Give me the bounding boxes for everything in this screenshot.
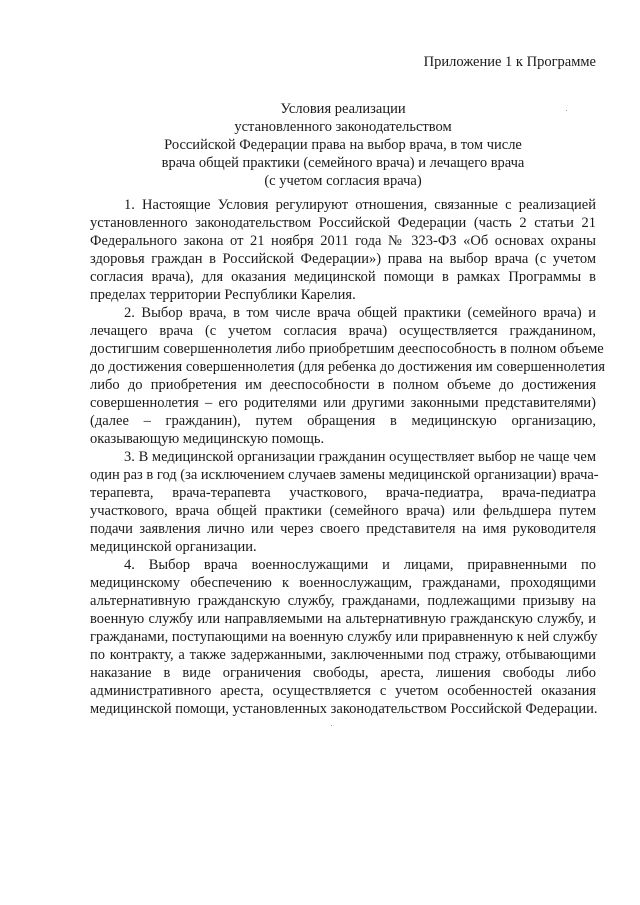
paragraph-line: подачи заявления лично или через своего представителя на имя руководителя [90, 521, 596, 537]
paragraph-line: медицинской помощи, установленных законодательством Российской Федерации. [90, 701, 598, 717]
paragraph-line: Федерального закона от 21 ноября 2011 года № 323-ФЗ «Об основах охраны [90, 233, 596, 249]
paragraph-line: совершеннолетия – его родителями или другими законными представителями) [90, 395, 596, 411]
paragraph-line: достигшим совершеннолетия либо приобретшим дееспособность в полном объеме [90, 341, 604, 357]
title-line: врача общей практики (семейного врача) и лечащего врача [161, 155, 525, 171]
paragraph-4 [90, 556, 596, 718]
paragraph-line: 2. Выбор врача, в том числе врача общей практики (семейного врача) и [124, 305, 596, 321]
paragraph-line: оказывающую медицинскую помощь. [90, 431, 325, 447]
paragraph-line: (далее – гражданин), путем обращения в медицинскую организацию, [90, 413, 596, 429]
appendix-label: Приложение 1 к Программе [423, 54, 596, 70]
paragraph-line: по контракту, а также задержанными, заключенными под стражу, отбывающими [90, 647, 596, 663]
paragraph-line: 3. В медицинской организации гражданин осуществляет выбор не чаще чем [124, 449, 596, 465]
paragraph-line: один раз в год (за исключением случаев замены медицинской организации) врача- [90, 467, 599, 483]
title-line: Условия реализации [280, 101, 406, 117]
paragraph-line: медицинскому обеспечению к военнослужащим, гражданами, проходящими [90, 575, 596, 591]
title-line: Российской Федерации права на выбор врача, в том числе [164, 137, 522, 153]
paragraph-line: согласия врача), для оказания медицинской помощи в рамках Программы в [90, 269, 596, 285]
paragraph-1 [90, 196, 596, 304]
paragraph-line: либо до приобретения им дееспособности в полном объеме до достижения [90, 377, 596, 393]
paragraph-line: здоровья граждан в Российской Федерации») права на выбор врача (с учетом [90, 251, 596, 267]
paragraph-line: административного ареста, осуществляется с учетом особенностей оказания [90, 683, 596, 699]
paragraph-line: установленного законодательством Российской Федерации (часть 2 статьи 21 [90, 215, 596, 231]
document-body [90, 196, 606, 718]
paragraph-line: пределах территории Республики Карелия. [90, 287, 356, 303]
paragraph-line: медицинской организации. [90, 539, 257, 555]
paragraph-line: гражданами, поступающими на военную службу или приравненную к ней службу [90, 629, 598, 645]
scan-speck [566, 110, 567, 111]
paragraph-line: наказание в виде ограничения свободы, ареста, лишения свободы либо [90, 665, 596, 681]
title-line: установленного законодательством [234, 119, 452, 135]
paragraph-line: 1. Настоящие Условия регулируют отношения, связанные с реализацией [124, 197, 596, 213]
paragraph-line: 4. Выбор врача военнослужащими и лицами, приравненными по [124, 557, 596, 573]
paragraph-line: терапевта, врача-терапевта участкового, врача-педиатра, врача-педиатра [90, 485, 596, 501]
paragraph-2 [90, 304, 606, 448]
paragraph-line: альтернативную гражданскую службу, гражданами, подлежащими призыву на [90, 593, 596, 609]
paragraph-line: лечащего врача (с учетом согласия врача) осуществляется гражданином, [90, 323, 596, 339]
paragraph-line: военную службу или направляемыми на альтернативную гражданскую службу, и [90, 611, 596, 627]
paragraph-line: до достижения совершеннолетия (для ребенка до достижения им совершеннолетия [90, 359, 606, 375]
paragraph-3 [90, 448, 599, 556]
title-line: (с учетом согласия врача) [264, 173, 422, 189]
document-title [90, 100, 596, 190]
scan-speck [331, 725, 332, 726]
paragraph-line: участкового, врача общей практики (семейного врача) или фельдшера путем [90, 503, 596, 519]
